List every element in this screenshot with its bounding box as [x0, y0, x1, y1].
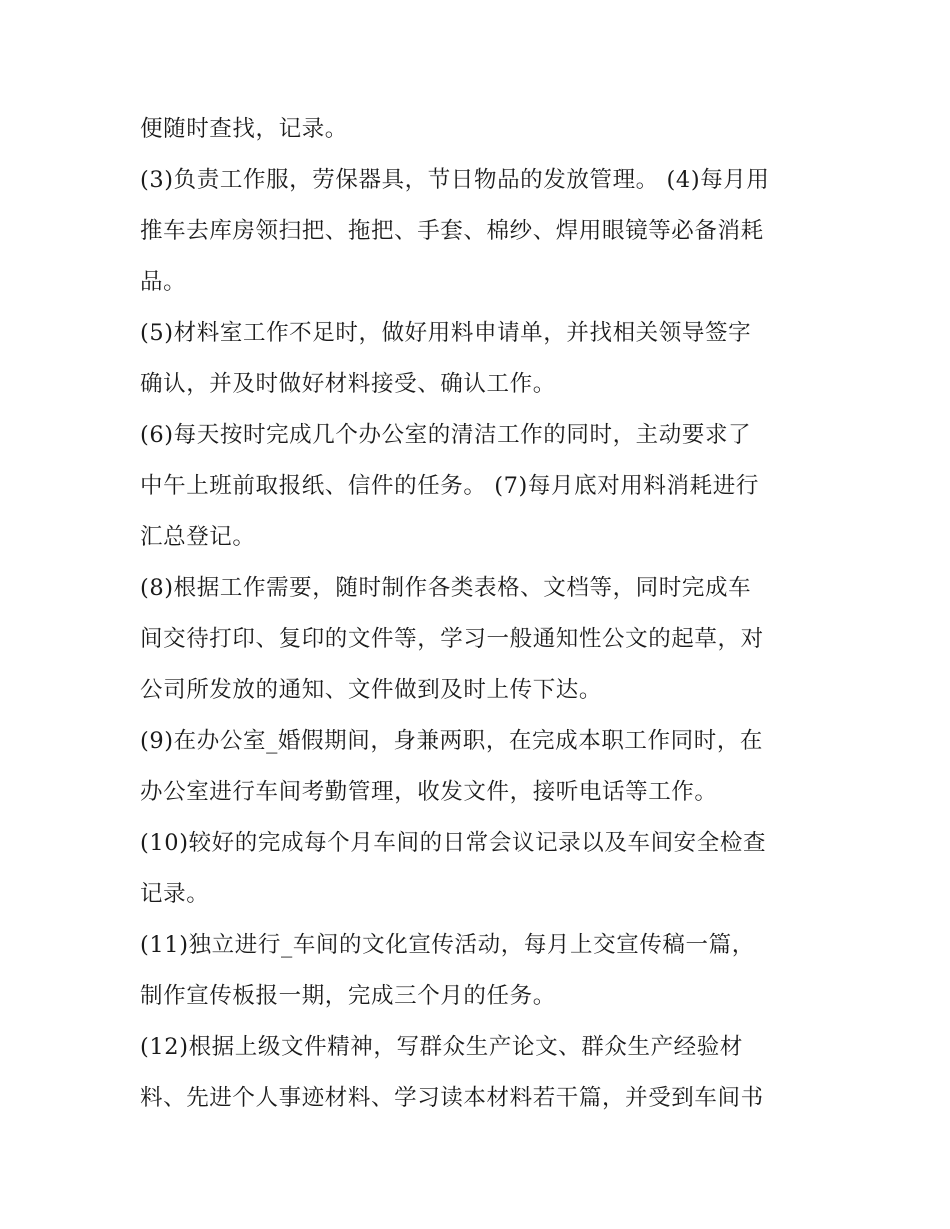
text-line-3: 推车去库房领扫把、拖把、手套、棉纱、焊用眼镜等必备消耗 — [140, 218, 764, 244]
text-line-7: (6)每天按时完成几个办公室的清洁工作的同时，主动要求了 — [140, 422, 752, 448]
text-line-17: (11)独立进行_车间的文化宣传活动，每月上交宣传稿一篇， — [140, 932, 755, 958]
text-line-18: 制作宣传板报一期，完成三个月的任务。 — [140, 983, 556, 1009]
text-line-5: (5)材料室工作不足时，做好用料申请单，并找相关领导签字 — [140, 320, 752, 346]
text-line-9: 汇总登记。 — [140, 524, 256, 550]
text-line-14: 办公室进行车间考勤管理，收发文件，接听电话等工作。 — [140, 779, 718, 805]
text-line-4: 品。 — [140, 269, 187, 295]
text-line-13: (9)在办公室_婚假期间，身兼两职，在完成本职工作同时，在 — [140, 728, 764, 754]
text-line-11: 间交待打印、复印的文件等，学习一般通知性公文的起草，对 — [140, 626, 764, 652]
text-line-19: (12)根据上级文件精神，写群众生产论文、群众生产经验材 — [140, 1034, 743, 1060]
text-line-8: 中午上班前取报纸、信件的任务。 (7)每月底对用料消耗进行 — [140, 473, 759, 499]
text-line-6: 确认，并及时做好材料接受、确认工作。 — [140, 371, 556, 397]
text-line-20: 料、先进个人事迹材料、学习读本材料若干篇，并受到车间书 — [140, 1085, 764, 1111]
text-line-10: (8)根据工作需要，随时制作各类表格、文档等，同时完成车 — [140, 575, 752, 601]
text-line-2: (3)负责工作服，劳保器具，节日物品的发放管理。 (4)每月用 — [140, 167, 770, 193]
text-line-1: 便随时查找，记录。 — [140, 116, 348, 142]
text-line-15: (10)较好的完成每个月车间的日常会议记录以及车间安全检查 — [140, 830, 767, 856]
text-line-16: 记录。 — [140, 881, 210, 907]
document-body — [140, 104, 820, 1124]
text-line-12: 公司所发放的通知、文件做到及时上传下达。 — [140, 677, 603, 703]
